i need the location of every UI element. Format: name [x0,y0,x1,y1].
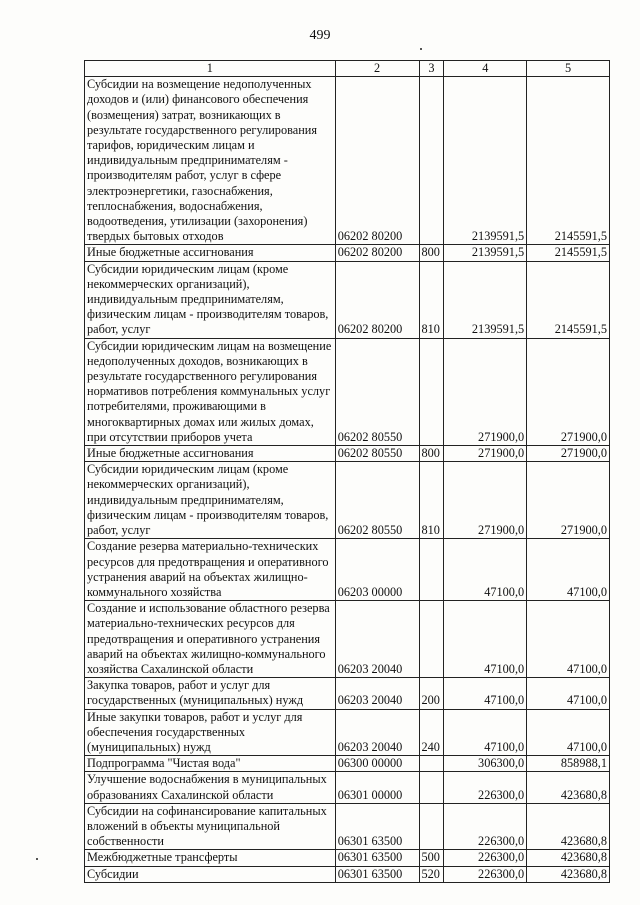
row-amount-2: 2145591,5 [527,77,610,245]
row-expense-type [419,803,444,850]
table-row [85,77,610,245]
row-code: 06202 80200 [335,261,419,338]
row-name: Подпрограмма "Чистая вода" [85,756,336,772]
row-amount-1: 47100,0 [444,709,527,756]
column-header: 1 [85,61,336,77]
table-row [85,539,610,601]
row-amount-1: 271900,0 [444,338,527,445]
row-code: 06203 20040 [335,709,419,756]
table-row [85,772,610,803]
row-amount-1: 2139591,5 [444,261,527,338]
page-number: 499 [309,28,331,43]
row-name: Создание и использование областного резерва материально-технических ресурсов для предотвращения и оперативного устранения аварий на объектах жилищно-коммунального хозяйства Сахалинской области [85,601,336,678]
table-row [85,338,610,445]
row-amount-2: 271900,0 [527,338,610,445]
column-header: 3 [419,61,444,77]
row-amount-1: 47100,0 [444,678,527,709]
row-amount-1: 226300,0 [444,866,527,882]
row-expense-type: 200 [419,678,444,709]
row-amount-2: 47100,0 [527,678,610,709]
row-amount-1: 226300,0 [444,803,527,850]
row-expense-type [419,601,444,678]
row-name: Субсидии юридическим лицам (кроме некоммерческих организаций), индивидуальным предпринимателям, физическим лицам - производителям товаров, работ, услуг [85,261,336,338]
row-code: 06202 80550 [335,462,419,539]
row-amount-1: 226300,0 [444,772,527,803]
row-expense-type [419,772,444,803]
row-amount-2: 271900,0 [527,446,610,462]
column-header: 2 [335,61,419,77]
table-row [85,678,610,709]
row-expense-type: 240 [419,709,444,756]
row-expense-type: 810 [419,261,444,338]
row-name: Иные бюджетные ассигнования [85,245,336,261]
row-expense-type: 800 [419,446,444,462]
row-amount-2: 47100,0 [527,539,610,601]
row-name: Иные бюджетные ассигнования [85,446,336,462]
row-expense-type [419,539,444,601]
row-name: Субсидии [85,866,336,882]
row-name: Межбюджетные трансферты [85,850,336,866]
table-row [85,756,610,772]
row-expense-type: 800 [419,245,444,261]
row-code: 06202 80200 [335,77,419,245]
table-row [85,601,610,678]
table-row [85,803,610,850]
row-amount-2: 47100,0 [527,709,610,756]
column-header: 5 [527,61,610,77]
row-amount-1: 226300,0 [444,850,527,866]
table-row [85,446,610,462]
row-amount-1: 47100,0 [444,539,527,601]
row-amount-1: 271900,0 [444,446,527,462]
row-amount-1: 271900,0 [444,462,527,539]
row-name: Субсидии юридическим лицам на возмещение недополученных доходов, возникающих в результате государственного регулирования нормативов потребления коммунальных услуг потребителями, проживающими в многоквартирных домах или жилых домах, при отсутствии приборов учета [85,338,336,445]
row-expense-type [419,338,444,445]
table-row [85,462,610,539]
table-row [85,850,610,866]
row-name: Субсидии на возмещение недополученных доходов и (или) финансового обеспечения (возмещения) затрат, возникающих в результате государственного регулирования тарифов, юридическим лицам и индивидуальным предпринимателям - производителям работ, услуг в сфере электроэнергетики, газоснабжения, теплоснабжения, водоснабжения, водоотведения, утилизации (захоронения) твердых бытовых отходов [85,77,336,245]
row-name: Улучшение водоснабжения в муниципальных образованиях Сахалинской области [85,772,336,803]
row-amount-2: 47100,0 [527,601,610,678]
row-expense-type: 810 [419,462,444,539]
scan-speck [36,858,38,860]
budget-table [84,60,610,883]
row-code: 06203 20040 [335,678,419,709]
row-amount-2: 271900,0 [527,462,610,539]
row-code: 06301 00000 [335,772,419,803]
row-amount-2: 2145591,5 [527,245,610,261]
row-amount-2: 858988,1 [527,756,610,772]
row-name: Закупка товаров, работ и услуг для государственных (муниципальных) нужд [85,678,336,709]
row-amount-2: 2145591,5 [527,261,610,338]
row-amount-2: 423680,8 [527,866,610,882]
row-code: 06300 00000 [335,756,419,772]
row-amount-2: 423680,8 [527,803,610,850]
table-row [85,261,610,338]
row-name: Субсидии на софинансирование капитальных вложений в объекты муниципальной собственности [85,803,336,850]
row-code: 06301 63500 [335,850,419,866]
row-expense-type [419,756,444,772]
row-code: 06203 00000 [335,539,419,601]
row-amount-2: 423680,8 [527,850,610,866]
row-amount-1: 47100,0 [444,601,527,678]
row-expense-type: 520 [419,866,444,882]
row-amount-1: 2139591,5 [444,77,527,245]
table-row [85,709,610,756]
row-code: 06202 80550 [335,338,419,445]
row-amount-1: 2139591,5 [444,245,527,261]
row-code: 06202 80550 [335,446,419,462]
row-name: Создание резерва материально-технических ресурсов для предотвращения и оперативного устранения аварий на объектах жилищно-коммунального хозяйства [85,539,336,601]
table-row [85,866,610,882]
table-row [85,245,610,261]
scan-speck [420,48,422,50]
row-expense-type: 500 [419,850,444,866]
row-code: 06202 80200 [335,245,419,261]
row-name: Иные закупки товаров, работ и услуг для обеспечения государственных (муниципальных) нужд [85,709,336,756]
row-code: 06301 63500 [335,803,419,850]
row-code: 06203 20040 [335,601,419,678]
table-header-row [85,61,610,77]
column-header: 4 [444,61,527,77]
row-expense-type [419,77,444,245]
row-amount-1: 306300,0 [444,756,527,772]
row-name: Субсидии юридическим лицам (кроме некоммерческих организаций), индивидуальным предпринимателям, физическим лицам - производителям товаров, работ, услуг [85,462,336,539]
row-amount-2: 423680,8 [527,772,610,803]
row-code: 06301 63500 [335,866,419,882]
